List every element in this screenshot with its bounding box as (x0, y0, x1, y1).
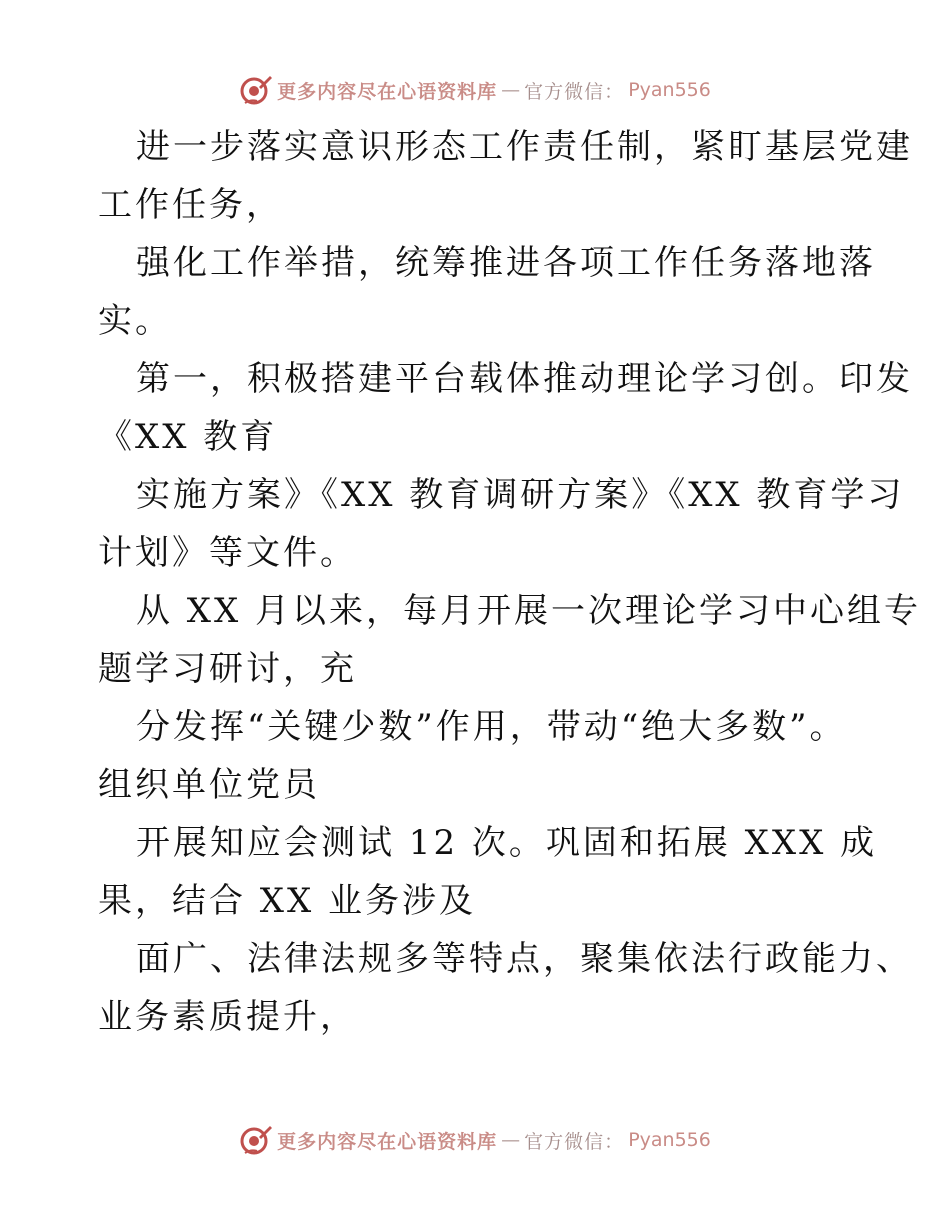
watermark-wechat-id: Pyan556 (628, 79, 711, 101)
text-line: 《XX 教育 (98, 417, 278, 457)
text-line: 第一，积极搭建平台载体推动理论学习创。印发 (136, 359, 913, 399)
watermark (239, 1123, 711, 1157)
text-line: 计划》等文件。 (98, 533, 357, 573)
text-line: 题学习研讨，充 (98, 649, 357, 689)
document-body (98, 118, 922, 1046)
watermark (239, 73, 711, 107)
text-line: 强化工作举措，统筹推进各项工作任务落地落 (136, 243, 876, 283)
watermark-wechat-id: Pyan556 (628, 1129, 711, 1151)
text-line: 面广、法律法规多等特点，聚集依法行政能力、 (136, 939, 913, 979)
text-line: 果，结合 XX 业务涉及 (98, 881, 477, 921)
text-line: 进一步落实意识形态工作责任制，紧盯基层党建 (136, 127, 913, 167)
text-line: 工作任务， (98, 185, 283, 225)
watermark-label: 官方微信： (524, 80, 625, 103)
text-line: 实。 (98, 301, 172, 341)
text-line: 组织单位党员 (98, 765, 320, 805)
text-line: 开展知应会测试 12 次。巩固和拓展 XXX 成 (136, 823, 878, 863)
text-line: 业务素质提升， (98, 997, 357, 1037)
page-footer-watermark (0, 1120, 950, 1160)
watermark-dash: — (501, 1129, 521, 1151)
watermark-brand: 更多内容尽在心语资料库 (277, 1130, 498, 1153)
text-line: 从 XX 月以来，每月开展一次理论学习中心组专 (136, 591, 922, 631)
watermark-label: 官方微信： (524, 1130, 625, 1153)
watermark-brand: 更多内容尽在心语资料库 (277, 80, 498, 103)
text-line: 实施方案》《XX 教育调研方案》《XX 教育学习 (136, 475, 905, 515)
pen-logo-icon (239, 73, 273, 107)
watermark-dash: — (501, 79, 521, 101)
text-line: 分发挥“关键少数”作用，带动“绝大多数”。 (136, 707, 847, 747)
page-header-watermark (0, 70, 950, 110)
pen-logo-icon (239, 1123, 273, 1157)
